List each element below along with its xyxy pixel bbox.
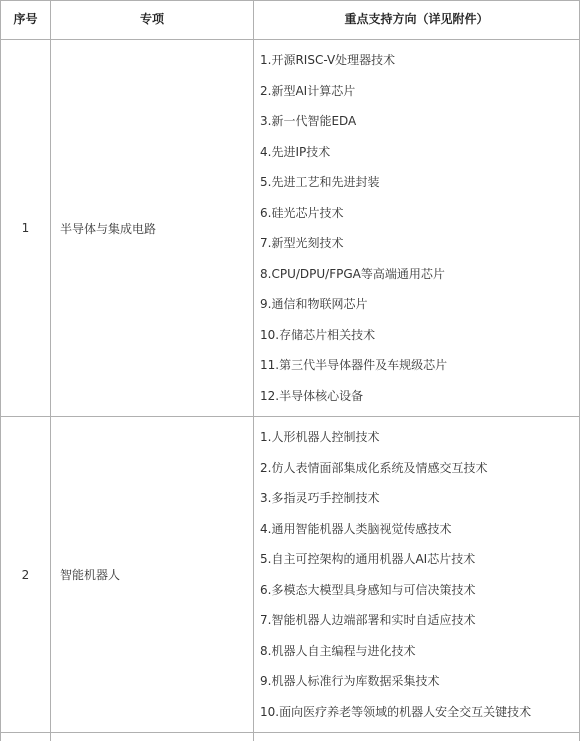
table-row [1,40,580,417]
list-item: 5.自主可控架构的通用机器人AI芯片技术 [260,544,579,575]
header-topic: 专项 [51,1,254,40]
list-item: 8.机器人自主编程与进化技术 [260,636,579,667]
list-item: 1.人形机器人控制技术 [260,422,579,453]
table-row [1,417,580,733]
list-item: 7.智能机器人边端部署和实时自适应技术 [260,605,579,636]
list-item: 1.开源RISC-V处理器技术 [260,45,579,76]
list-item: 2.新型AI计算芯片 [260,76,579,107]
list-item: 6.多模态大模型具身感知与可信决策技术 [260,575,579,606]
row-topic: 智能机器人 [51,417,254,733]
list-item: 9.机器人标准行为库数据采集技术 [260,666,579,697]
list-item: 12.半导体核心设备 [260,381,579,412]
list-item: 10.面向医疗养老等领域的机器人安全交互关键技术 [260,697,579,728]
row-topic: 半导体与集成电路 [51,40,254,417]
table-row-partial [1,733,580,741]
row-number: 2 [1,417,51,733]
row-directions [254,40,580,417]
list-item: 8.CPU/DPU/FPGA等高端通用芯片 [260,259,579,290]
header-no: 序号 [1,1,51,40]
list-item: 9.通信和物联网芯片 [260,289,579,320]
list-item: 7.新型光刻技术 [260,228,579,259]
list-item: 4.先进IP技术 [260,137,579,168]
row-number: 1 [1,40,51,417]
list-item: 6.硅光芯片技术 [260,198,579,229]
partial-cell [254,733,580,741]
list-item: 4.通用智能机器人类脑视觉传感技术 [260,514,579,545]
partial-cell [1,733,51,741]
list-item: 3.多指灵巧手控制技术 [260,483,579,514]
list-item: 5.先进工艺和先进封装 [260,167,579,198]
row-directions [254,417,580,733]
table-header-row [1,1,580,40]
partial-cell [51,733,254,741]
list-item: 3.新一代智能EDA [260,106,579,137]
list-item: 10.存储芯片相关技术 [260,320,579,351]
list-item: 11.第三代半导体器件及车规级芯片 [260,350,579,381]
list-item: 2.仿人表情面部集成化系统及情感交互技术 [260,453,579,484]
header-direction: 重点支持方向（详见附件） [254,1,580,40]
